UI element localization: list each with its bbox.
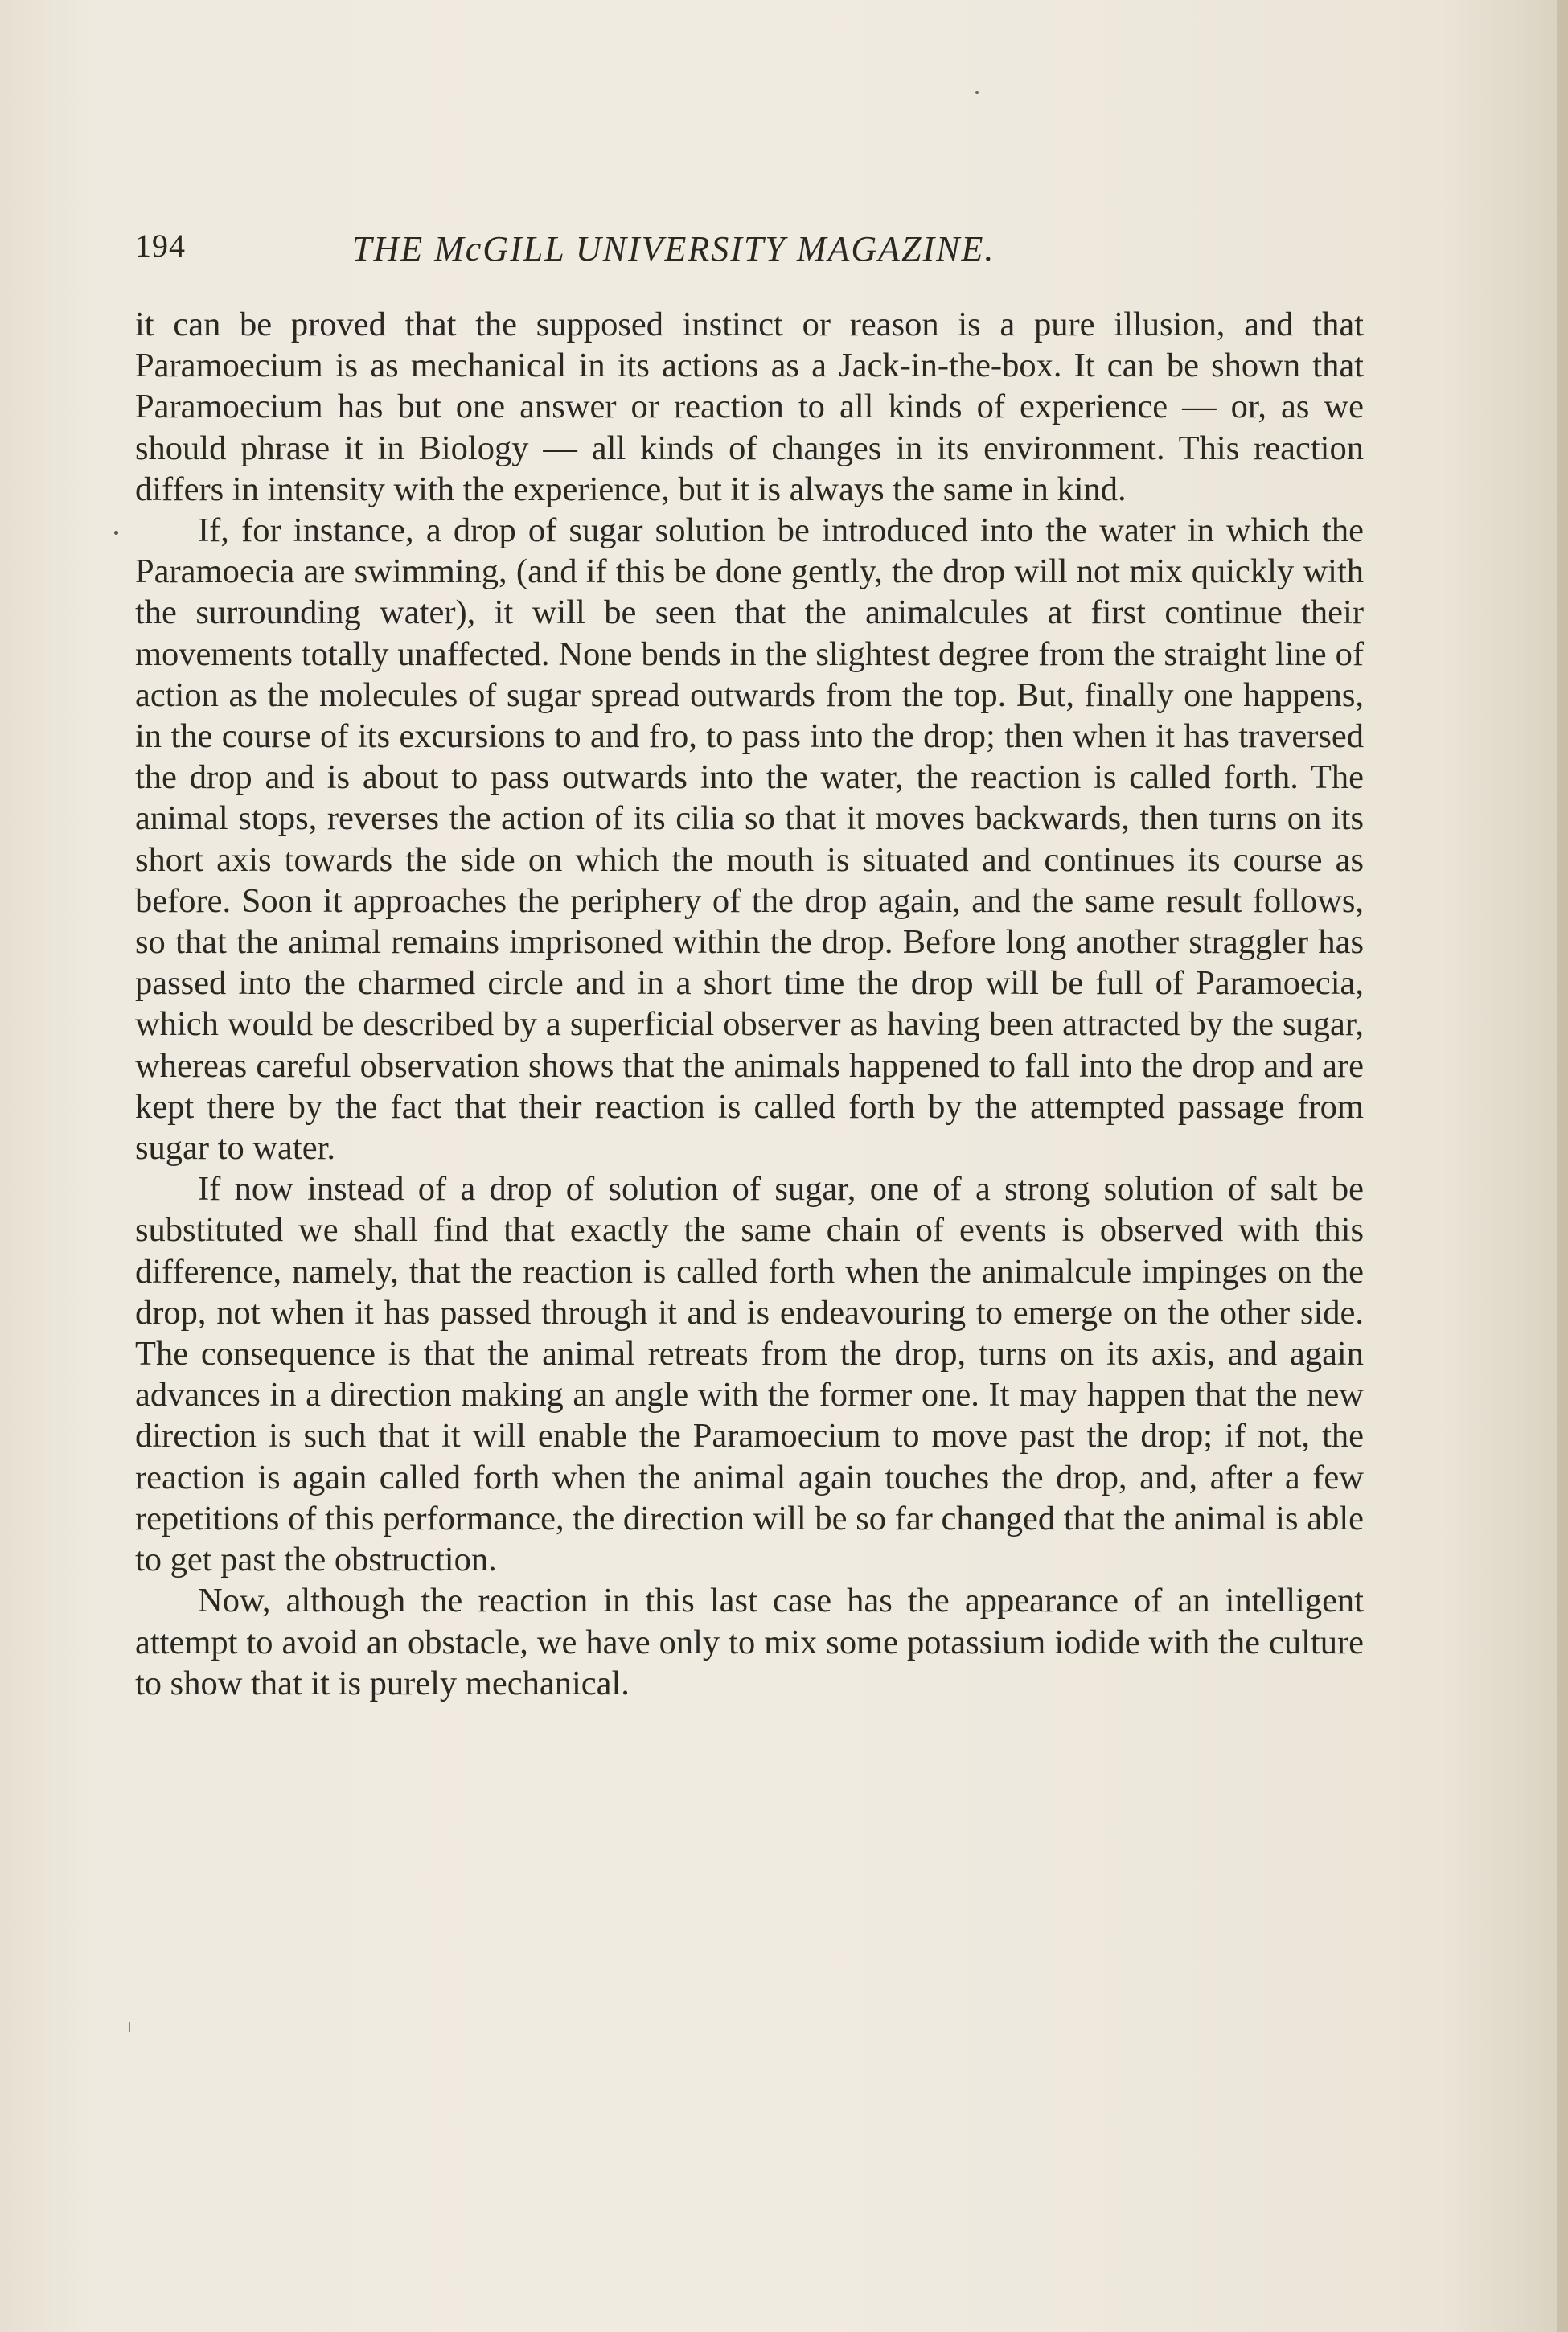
paragraph-1: it can be proved that the supposed instinct or reason is a pure illusion, and that Paramoecium is as mechanical in its actions as a Jack-in-the-box. It can be shown that Paramoecium has but one answer or reaction to all kinds of experience — or, as we should phrase it in Biology — all kinds of changes in its environment. This reaction differs in intensity with the experience, but it is always the same in kind. (135, 306, 1364, 508)
running-title: THE McGILL UNIVERSITY MAGAZINE. (352, 229, 995, 269)
paragraph-4: Now, although the reaction in this last case has the appearance of an intelligent attempt to avoid an obstacle, we have only to mix some potassium iodide with the culture to show that it is purely mechanical. (135, 1582, 1364, 1702)
paragraph-3: If now instead of a drop of solution of sugar, one of a strong solution of salt be substituted we shall find that exactly the same chain of events is observed with this difference, namely, that the reaction is called forth when the animalcule impinges on the drop, not when it has passed through it and is endeavouring to emerge on the other side. The consequence is that the animal retreats from the drop, turns on its axis, and again advances in a direction making an angle with the former one. It may happen that the new direction is such that it will enable the Paramoecium to move past the drop; if not, the reaction is again called forth when the animal again touches the drop, and, after a few repetitions of this performance, the direction will be so far changed that the animal is able to get past the obstruction. (135, 1170, 1364, 1579)
margin-mark (114, 531, 118, 535)
paragraph-2: If, for instance, a drop of sugar solution be introduced into the water in which the Paramoecia are swimming, (and if this be done gently, the drop will not mix quickly with the surrounding water), it will be seen that the animalcules at first continue their movements totally unaffected. None bends in the slightest degree from the straight line of action as the molecules of sugar spread outwards from the top. But, finally one happens, in the course of its excursions to and fro, to pass into the drop; then when it has traversed the drop and is about to pass outwards into the water, the reaction is called forth. The animal stops, reverses the action of its cilia so that it moves backwards, then turns on its short axis towards the side on which the mouth is situated and continues its course as before. Soon it approaches the periphery of the drop again, and the same result follows, so that the animal remains imprisoned within the drop. Before long another straggler has passed into the charmed circle and in a short time the drop will be full of Paramoecia, which would be described by a superficial observer as having been attracted by the sugar, whereas careful observation shows that the animals happened to fall into the drop and are kept there by the fact that their reaction is called forth by the attempted passage from sugar to water. (135, 511, 1364, 1168)
article-body (135, 304, 1364, 1704)
running-header (135, 227, 1124, 275)
page-number: 194 (135, 228, 186, 264)
paper-speck (975, 91, 979, 94)
page-edge-shadow (1557, 0, 1568, 2332)
margin-tick (129, 2022, 130, 2032)
